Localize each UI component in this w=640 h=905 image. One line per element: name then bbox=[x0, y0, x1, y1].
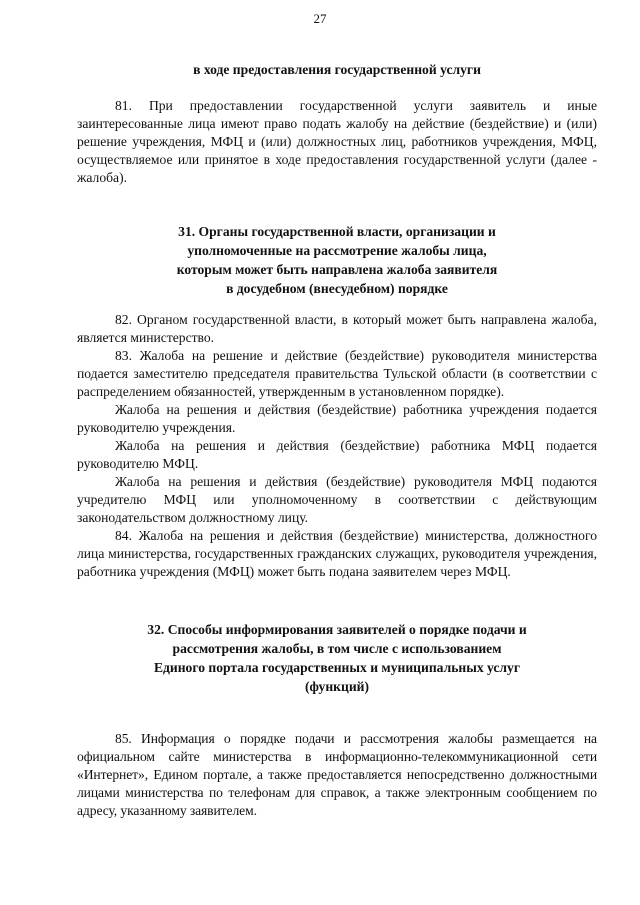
section-31-heading-line: 31. Органы государственной власти, организации и bbox=[178, 224, 496, 239]
paragraph-85: 85. Информация о порядке подачи и рассмотрения жалобы размещается на официальном сайте министерства в информационно-телекоммуникационной сети «Интернет», Едином портале, а также предоставляется непосредственно должностными лицами министерства по телефонам для справок, а также электронным сообщением по адресу, указанному заявителем. bbox=[77, 731, 597, 818]
page-number: 27 bbox=[313, 11, 327, 26]
paragraph-83: 83. Жалоба на решение и действие (бездействие) руководителя министерства подается заместителю председателя правительства Тульской области (в соответствии с распределением обязанностей, утвержденным в установленном порядке). bbox=[77, 348, 597, 399]
paragraph-83-employee: Жалоба на решения и действия (бездействие) работника учреждения подается руководителю учреждения. bbox=[77, 402, 597, 435]
section-32-heading-line: 32. Способы информирования заявителей о порядке подачи и bbox=[147, 622, 527, 637]
section-31-heading-line: уполномоченные на рассмотрение жалобы лица, bbox=[187, 243, 487, 258]
section-31-heading-line: в досудебном (внесудебном) порядке bbox=[226, 281, 448, 296]
paragraph-83-mfc-employee: Жалоба на решения и действия (бездействие) работника МФЦ подается руководителю МФЦ. bbox=[77, 438, 597, 471]
section-31-heading bbox=[77, 222, 597, 298]
section-32-heading-line: (функций) bbox=[304, 679, 370, 694]
section-32-heading-line: Единого портала государственных и муниципальных услуг bbox=[153, 660, 521, 675]
paragraph-84: 84. Жалоба на решения и действия (бездействие) министерства, должностного лица министерства, государственных гражданских служащих, руководителя учреждения, работника учреждения (МФЦ) может быть подана заявителем через МФЦ. bbox=[77, 528, 597, 579]
continued-heading: в ходе предоставления государственной услуги bbox=[193, 62, 481, 77]
section-32-heading bbox=[77, 620, 597, 696]
paragraph-81: 81. При предоставлении государственной услуги заявитель и иные заинтересованные лица имеют право подать жалобу на действие (бездействие) и (или) решение учреждения, МФЦ и (или) должностных лиц, работников учреждения, МФЦ, осуществляемое или принятое в ходе предоставления государственной услуги (далее - жалоба). bbox=[77, 98, 597, 185]
paragraph-82: 82. Органом государственной власти, в который может быть направлена жалоба, является министерство. bbox=[77, 312, 597, 345]
paragraph-83-mfc-head: Жалоба на решения и действия (бездействие) руководителя МФЦ подаются учредителю МФЦ или уполномоченному в соответствии с действующим законодательством должностному лицу. bbox=[77, 474, 597, 525]
document-body bbox=[77, 58, 597, 820]
section-32-heading-line: рассмотрения жалобы, в том числе с использованием bbox=[172, 641, 502, 656]
section-31-heading-line: которым может быть направлена жалоба заявителя bbox=[176, 262, 498, 277]
